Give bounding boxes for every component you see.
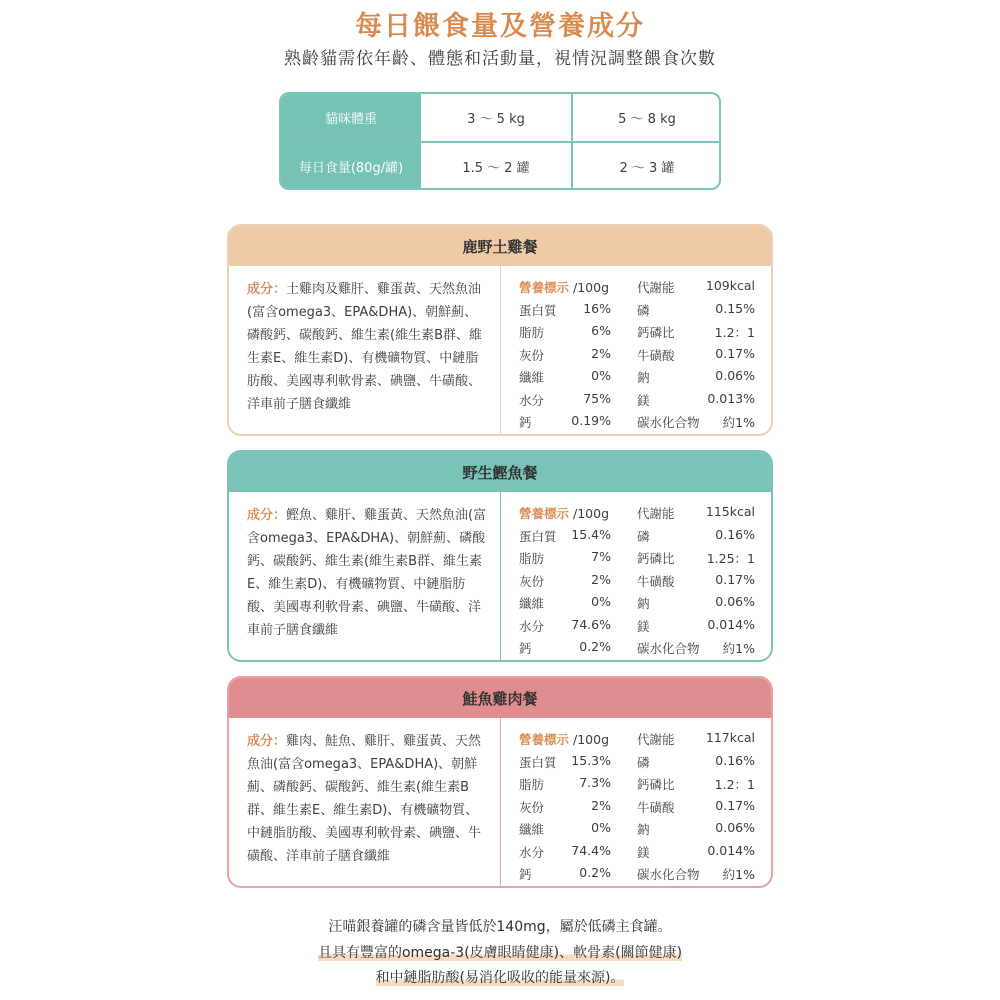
nutrient-value: 115kcal xyxy=(705,504,755,519)
product-name: 鹿野土雞餐 xyxy=(229,226,771,266)
product-name: 野生鰹魚餐 xyxy=(229,452,771,492)
daily-amount-row xyxy=(281,143,719,190)
ingredients-text xyxy=(247,278,487,416)
footer-line-2 xyxy=(0,942,1000,962)
weight-row xyxy=(281,94,719,143)
column-divider xyxy=(500,492,501,662)
nutrient-name: 脂肪 xyxy=(519,551,545,566)
nutrient-value: 0.17% xyxy=(715,345,755,361)
nutrient-name: 鈉 xyxy=(637,822,650,837)
nutrient-name: 鎂 xyxy=(637,618,650,634)
nutrient-name: 代謝能 xyxy=(637,506,675,521)
nutrient-value: 0.17% xyxy=(715,571,755,587)
footer-line-2-text: 且具有豐富的omega-3(皮膚眼睛健康)、軟骨素(關節健康) xyxy=(317,945,683,961)
nutrient-value: 約1% xyxy=(722,415,755,430)
ingredients-label: 成分： xyxy=(247,282,287,297)
nutrient-name: 灰份 xyxy=(519,799,545,815)
nutrition-header xyxy=(519,278,609,296)
nutrient-value: 0% xyxy=(591,368,611,383)
daily-amount-small: 1.5 ～ 2 罐 xyxy=(421,143,573,190)
nutrition-header xyxy=(519,504,609,522)
ingredients-text xyxy=(247,504,487,642)
nutrient-name: 磷 xyxy=(637,528,650,544)
nutrient-name: 碳水化合物 xyxy=(637,867,700,882)
nutrient-value: 1.2：1 xyxy=(714,325,755,340)
weight-header: 貓咪體重 xyxy=(281,94,421,141)
product-card xyxy=(227,224,773,436)
nutrient-name: 鎂 xyxy=(637,844,650,860)
ingredients-list: 雞肉、鮭魚、雞肝、雞蛋黃、天然魚油(富含omega3、EPA&DHA)、朝鮮薊、磷酸鈣、碳酸鈣、維生素(維生素B群、維生素E、維生素D)、有機礦物質、中鏈脂肪酸、美國專利軟骨素、碘鹽、牛磺酸、洋車前子膳食纖維 xyxy=(247,734,482,864)
weight-range-large: 5 ～ 8 kg xyxy=(618,112,676,127)
nutrition-label: 營養標示 xyxy=(519,506,570,521)
nutrition-header xyxy=(519,730,609,748)
nutrient-value: 75% xyxy=(583,390,611,406)
nutrient-name: 鈣 xyxy=(519,867,532,882)
nutrient-value: 109kcal xyxy=(705,278,755,293)
nutrient-value: 6% xyxy=(591,323,611,338)
nutrient-value: 1.25：1 xyxy=(706,551,755,566)
nutrient-value: 15.3% xyxy=(571,752,611,768)
nutrient-value: 約1% xyxy=(722,867,755,882)
nutrient-value: 0.06% xyxy=(715,368,755,383)
product-card xyxy=(227,450,773,662)
nutrient-value: 1.2：1 xyxy=(714,777,755,792)
nutrient-value: 0.16% xyxy=(715,752,755,768)
nutrient-value: 0% xyxy=(591,594,611,609)
nutrient-name: 牛磺酸 xyxy=(637,573,675,589)
nutrient-name: 鈣磷比 xyxy=(637,777,675,792)
nutrient-name: 水分 xyxy=(519,392,545,408)
ingredients-list: 鰹魚、雞肝、雞蛋黃、天然魚油(富含omega3、EPA&DHA)、朝鮮薊、磷酸鈣、碳酸鈣、維生素(維生素B群、維生素E、維生素D)、有機礦物質、中鏈脂肪酸、美國專利軟骨素、碘鹽、牛磺酸、洋車前子膳食纖維 xyxy=(247,508,487,638)
nutrient-value: 0.06% xyxy=(715,820,755,835)
product-card xyxy=(227,676,773,888)
nutrient-name: 鈣磷比 xyxy=(637,551,675,566)
nutrient-name: 碳水化合物 xyxy=(637,415,700,430)
nutrient-value: 約1% xyxy=(722,641,755,656)
nutrient-name: 磷 xyxy=(637,302,650,318)
footer-line-3-text: 和中鏈脂肪酸(易消化吸收的能量來源)。 xyxy=(375,970,625,986)
nutrition-unit: /100g xyxy=(573,280,610,295)
nutrient-value: 0.19% xyxy=(571,413,611,428)
nutrient-value: 2% xyxy=(591,797,611,813)
nutrient-name: 纖維 xyxy=(519,596,545,611)
page-subtitle: 熟齡貓需依年齡、體態和活動量，視情況調整餵食次數 xyxy=(284,49,716,69)
nutrient-value: 74.6% xyxy=(571,616,611,632)
nutrient-value: 117kcal xyxy=(705,730,755,745)
nutrient-name: 鈉 xyxy=(637,370,650,385)
nutrient-name: 蛋白質 xyxy=(519,528,557,544)
nutrient-name: 磷 xyxy=(637,754,650,770)
ingredients-label: 成分： xyxy=(247,508,287,523)
nutrient-value: 0.013% xyxy=(707,390,755,406)
nutrient-value: 0.2% xyxy=(579,639,611,654)
nutrient-value: 0.06% xyxy=(715,594,755,609)
nutrient-name: 蛋白質 xyxy=(519,754,557,770)
product-name: 鮭魚雞肉餐 xyxy=(229,678,771,718)
nutrient-name: 鈣 xyxy=(519,641,532,656)
nutrient-name: 水分 xyxy=(519,618,545,634)
nutrition-label: 營養標示 xyxy=(519,732,570,747)
nutrient-name: 水分 xyxy=(519,844,545,860)
nutrient-value: 0.17% xyxy=(715,797,755,813)
nutrient-name: 牛磺酸 xyxy=(637,347,675,363)
nutrient-value: 0.014% xyxy=(707,616,755,632)
nutrient-value: 2% xyxy=(591,345,611,361)
nutrient-name: 纖維 xyxy=(519,370,545,385)
nutrient-value: 0.014% xyxy=(707,842,755,858)
nutrition-unit: /100g xyxy=(573,732,610,747)
ingredients-text xyxy=(247,730,487,868)
footer-line-1: 汪喵銀養罐的磷含量皆低於140mg，屬於低磷主食罐。 xyxy=(328,919,672,935)
nutrient-name: 脂肪 xyxy=(519,777,545,792)
nutrient-name: 纖維 xyxy=(519,822,545,837)
nutrient-value: 74.4% xyxy=(571,842,611,858)
nutrient-value: 0.15% xyxy=(715,300,755,316)
weight-range-small: 3 ～ 5 kg xyxy=(421,94,573,141)
nutrient-value: 0.16% xyxy=(715,526,755,542)
nutrient-name: 鎂 xyxy=(637,392,650,408)
nutrient-name: 灰份 xyxy=(519,573,545,589)
nutrient-value: 16% xyxy=(583,300,611,316)
column-divider xyxy=(500,718,501,888)
nutrition-unit: /100g xyxy=(573,506,610,521)
nutrient-value: 0.2% xyxy=(579,865,611,880)
nutrient-name: 代謝能 xyxy=(637,280,675,295)
daily-amount-header: 每日食量(80g/罐) xyxy=(281,143,421,190)
nutrient-name: 碳水化合物 xyxy=(637,641,700,656)
nutrient-name: 灰份 xyxy=(519,347,545,363)
nutrient-value: 7.3% xyxy=(579,775,611,790)
nutrient-value: 2% xyxy=(591,571,611,587)
nutrient-name: 蛋白質 xyxy=(519,302,557,318)
nutrient-name: 牛磺酸 xyxy=(637,799,675,815)
nutrient-name: 鈣磷比 xyxy=(637,325,675,340)
footer-line-3 xyxy=(0,967,1000,987)
nutrient-value: 0% xyxy=(591,820,611,835)
page-title: 每日餵食量及營養成分 xyxy=(355,11,645,42)
nutrient-value: 15.4% xyxy=(571,526,611,542)
nutrient-value: 7% xyxy=(591,549,611,564)
ingredients-list: 土雞肉及雞肝、雞蛋黃、天然魚油(富含omega3、EPA&DHA)、朝鮮薊、磷酸鈣、碳酸鈣、維生素(維生素B群、維生素E、維生素D)、有機礦物質、中鏈脂肪酸、美國專利軟骨素、碘鹽、牛磺酸、洋車前子膳食纖維 xyxy=(247,282,482,412)
nutrient-name: 鈉 xyxy=(637,596,650,611)
nutrition-label: 營養標示 xyxy=(519,280,570,295)
ingredients-label: 成分： xyxy=(247,734,287,749)
nutrient-name: 脂肪 xyxy=(519,325,545,340)
column-divider xyxy=(500,266,501,436)
daily-amount-large: 2 ～ 3 罐 xyxy=(619,161,675,176)
nutrient-name: 鈣 xyxy=(519,415,532,430)
nutrient-name: 代謝能 xyxy=(637,732,675,747)
weight-table xyxy=(279,92,721,190)
